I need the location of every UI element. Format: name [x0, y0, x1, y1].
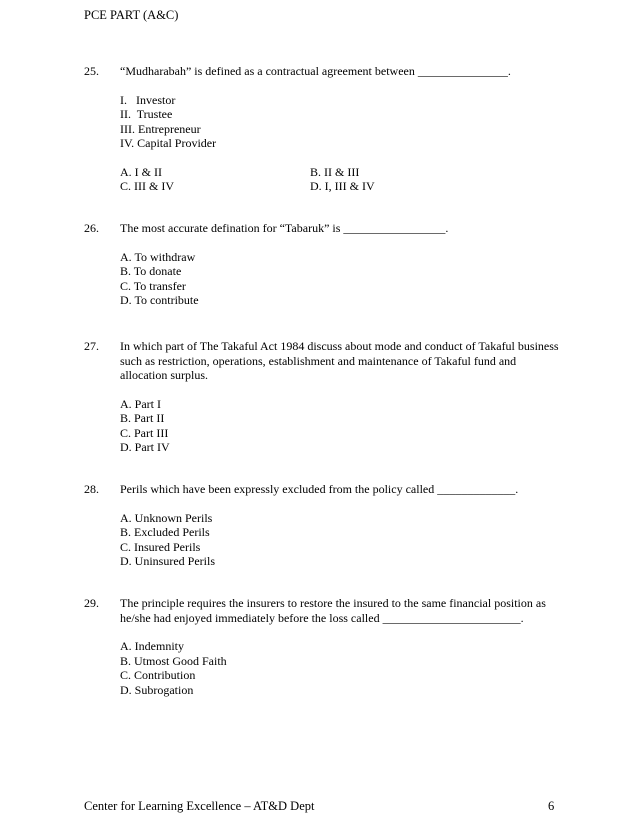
- question-27: [84, 339, 564, 455]
- question-25: [84, 64, 564, 194]
- list-item: II. Trustee: [120, 107, 173, 121]
- answer-option: A. Unknown Perils: [120, 510, 213, 525]
- question-26: [84, 221, 564, 308]
- answer-options: [120, 165, 564, 194]
- answer-option: D. Uninsured Perils: [120, 554, 215, 568]
- page-footer: Center for Learning Excellence – AT&D Dept: [84, 799, 315, 813]
- answer-options: [120, 511, 564, 569]
- answer-option: A. I & II: [120, 164, 162, 179]
- answer-options: [120, 639, 564, 697]
- answer-option: C. Part III: [120, 425, 169, 440]
- answer-option: A. Indemnity: [120, 639, 184, 653]
- question-number: 28.: [84, 482, 99, 496]
- answer-option: C. III & IV: [120, 179, 174, 193]
- answer-option: C. Insured Perils: [120, 539, 201, 554]
- answer-option: B. Utmost Good Faith: [120, 653, 227, 668]
- question-text: “Mudharabah” is defined as a contractual agreement between _______________.: [120, 64, 511, 78]
- answer-option: B. Part II: [120, 411, 165, 425]
- question-text: In which part of The Takaful Act 1984 discuss about mode and conduct of Takaful business such as restriction, operations, establishment and maintenance of Takaful fund and allocation surplus.: [120, 339, 559, 382]
- question-number: 29.: [84, 596, 99, 610]
- answer-option: D. I, III & IV: [310, 179, 375, 193]
- question-number: 25.: [84, 64, 99, 78]
- answer-option: D. Part IV: [120, 440, 170, 454]
- list-item: IV. Capital Provider: [120, 136, 217, 150]
- question-number: 26.: [84, 221, 99, 235]
- answer-option: B. Excluded Perils: [120, 525, 210, 539]
- answer-option: B. To donate: [120, 264, 182, 278]
- question-28: [84, 482, 564, 569]
- page-header: PCE PART (A&C): [84, 8, 179, 22]
- list-item: I. Investor: [120, 92, 176, 107]
- answer-option: D. Subrogation: [120, 682, 194, 697]
- list-item: III. Entrepreneur: [120, 121, 201, 136]
- answer-option: B. II & III: [310, 164, 360, 179]
- item-list: [120, 93, 564, 151]
- page-number: 6: [548, 799, 555, 813]
- question-29: [84, 596, 564, 697]
- answer-option: A. To withdraw: [120, 249, 196, 264]
- answer-option: C. Contribution: [120, 668, 196, 682]
- answer-options: [120, 397, 564, 455]
- question-text: Perils which have been expressly excluded from the policy called _____________.: [120, 482, 519, 496]
- question-text: The most accurate defination for “Tabaruk” is _________________.: [120, 221, 449, 235]
- answer-option: D. To contribute: [120, 293, 199, 307]
- answer-options: [120, 250, 564, 308]
- question-number: 27.: [84, 339, 99, 353]
- answer-option: C. To transfer: [120, 278, 186, 293]
- question-text: The principle requires the insurers to restore the insured to the same financial position as he/she had enjoyed immediately before the loss called _______________________.: [120, 596, 546, 625]
- answer-option: A. Part I: [120, 396, 161, 411]
